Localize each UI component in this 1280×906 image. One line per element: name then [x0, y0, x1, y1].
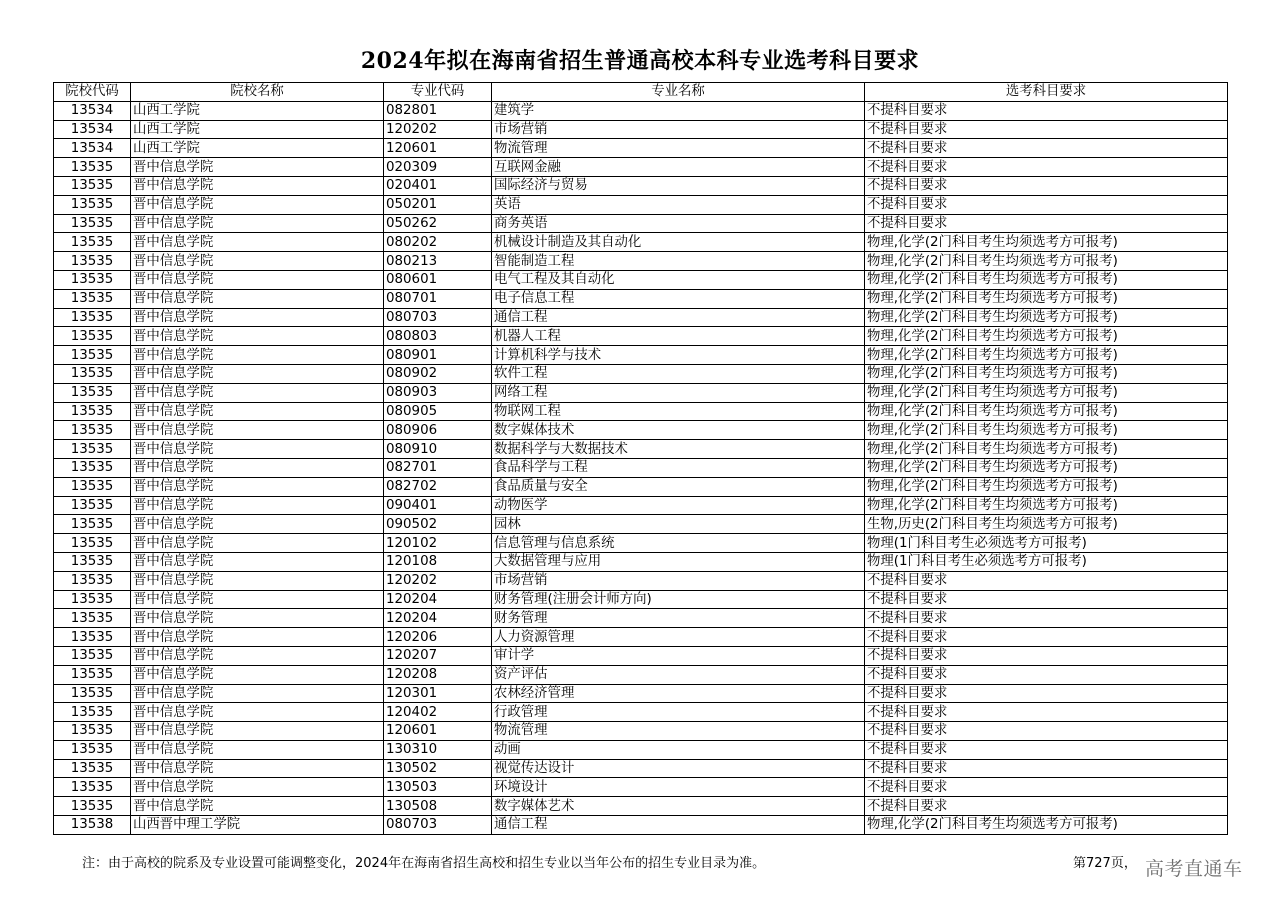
table-row	[54, 214, 1228, 233]
cell-major-name: 审计学	[492, 646, 865, 665]
table-row	[54, 496, 1228, 515]
cell-subject-requirement: 不提科目要求	[865, 646, 1228, 665]
table-row	[54, 684, 1228, 703]
cell-school-code: 13535	[54, 327, 131, 346]
table-row	[54, 289, 1228, 308]
cell-major-name: 财务管理(注册会计师方向)	[492, 590, 865, 609]
cell-school-name: 山西工学院	[131, 101, 384, 120]
cell-school-code: 13535	[54, 458, 131, 477]
cell-major-code: 120108	[384, 552, 492, 571]
cell-major-name: 通信工程	[492, 308, 865, 327]
cell-major-code: 120204	[384, 590, 492, 609]
cell-school-code: 13535	[54, 684, 131, 703]
cell-major-code: 020401	[384, 176, 492, 195]
cell-school-name: 晋中信息学院	[131, 158, 384, 177]
cell-school-code: 13535	[54, 571, 131, 590]
table-row	[54, 458, 1228, 477]
requirements-table	[53, 82, 1228, 835]
cell-major-code: 080202	[384, 233, 492, 252]
cell-school-name: 晋中信息学院	[131, 233, 384, 252]
table-row	[54, 703, 1228, 722]
cell-subject-requirement: 物理,化学(2门科目考生均须选考方可报考)	[865, 346, 1228, 365]
cell-school-code: 13535	[54, 383, 131, 402]
cell-major-code: 120204	[384, 609, 492, 628]
cell-school-name: 晋中信息学院	[131, 346, 384, 365]
cell-school-code: 13535	[54, 252, 131, 271]
cell-subject-requirement: 物理,化学(2门科目考生均须选考方可报考)	[865, 289, 1228, 308]
cell-major-code: 080803	[384, 327, 492, 346]
cell-school-code: 13535	[54, 703, 131, 722]
cell-major-code: 080905	[384, 402, 492, 421]
cell-major-name: 物联网工程	[492, 402, 865, 421]
cell-major-code: 080903	[384, 383, 492, 402]
cell-school-name: 晋中信息学院	[131, 646, 384, 665]
cell-subject-requirement: 不提科目要求	[865, 778, 1228, 797]
cell-major-name: 软件工程	[492, 364, 865, 383]
cell-school-code: 13534	[54, 120, 131, 139]
cell-subject-requirement: 不提科目要求	[865, 176, 1228, 195]
cell-subject-requirement: 不提科目要求	[865, 684, 1228, 703]
cell-major-code: 080601	[384, 270, 492, 289]
table-row	[54, 421, 1228, 440]
table-row	[54, 308, 1228, 327]
cell-subject-requirement: 不提科目要求	[865, 740, 1228, 759]
table-row	[54, 628, 1228, 647]
cell-major-code: 120601	[384, 722, 492, 741]
cell-school-code: 13535	[54, 665, 131, 684]
cell-school-code: 13535	[54, 477, 131, 496]
cell-school-code: 13535	[54, 233, 131, 252]
cell-school-code: 13535	[54, 346, 131, 365]
cell-major-code: 120601	[384, 139, 492, 158]
table-row	[54, 759, 1228, 778]
cell-school-name: 晋中信息学院	[131, 364, 384, 383]
cell-school-code: 13535	[54, 515, 131, 534]
cell-major-code: 080910	[384, 440, 492, 459]
cell-major-name: 视觉传达设计	[492, 759, 865, 778]
cell-school-name: 晋中信息学院	[131, 270, 384, 289]
cell-major-name: 互联网金融	[492, 158, 865, 177]
cell-subject-requirement: 物理(1门科目考生必须选考方可报考)	[865, 552, 1228, 571]
cell-school-name: 晋中信息学院	[131, 440, 384, 459]
cell-school-code: 13535	[54, 797, 131, 816]
cell-school-name: 山西工学院	[131, 120, 384, 139]
cell-major-code: 130508	[384, 797, 492, 816]
cell-school-name: 晋中信息学院	[131, 402, 384, 421]
table-row	[54, 402, 1228, 421]
cell-school-name: 晋中信息学院	[131, 496, 384, 515]
cell-major-name: 建筑学	[492, 101, 865, 120]
cell-school-code: 13535	[54, 646, 131, 665]
cell-major-code: 050201	[384, 195, 492, 214]
cell-school-name: 晋中信息学院	[131, 684, 384, 703]
cell-subject-requirement: 物理,化学(2门科目考生均须选考方可报考)	[865, 364, 1228, 383]
cell-major-code: 120208	[384, 665, 492, 684]
cell-school-code: 13535	[54, 552, 131, 571]
cell-school-name: 晋中信息学院	[131, 327, 384, 346]
cell-major-name: 计算机科学与技术	[492, 346, 865, 365]
cell-school-code: 13535	[54, 176, 131, 195]
cell-subject-requirement: 物理,化学(2门科目考生均须选考方可报考)	[865, 308, 1228, 327]
cell-subject-requirement: 不提科目要求	[865, 195, 1228, 214]
cell-major-name: 机器人工程	[492, 327, 865, 346]
cell-major-name: 物流管理	[492, 722, 865, 741]
cell-school-code: 13538	[54, 816, 131, 835]
cell-major-code: 120301	[384, 684, 492, 703]
cell-subject-requirement: 物理,化学(2门科目考生均须选考方可报考)	[865, 270, 1228, 289]
cell-school-name: 晋中信息学院	[131, 740, 384, 759]
cell-subject-requirement: 不提科目要求	[865, 609, 1228, 628]
table-row	[54, 515, 1228, 534]
cell-school-name: 晋中信息学院	[131, 383, 384, 402]
cell-school-code: 13535	[54, 778, 131, 797]
cell-major-name: 市场营销	[492, 120, 865, 139]
cell-school-name: 晋中信息学院	[131, 515, 384, 534]
header-school-name: 院校名称	[131, 83, 384, 102]
cell-subject-requirement: 不提科目要求	[865, 797, 1228, 816]
cell-school-code: 13535	[54, 308, 131, 327]
table-header-row	[54, 83, 1228, 102]
cell-major-name: 网络工程	[492, 383, 865, 402]
cell-subject-requirement: 物理,化学(2门科目考生均须选考方可报考)	[865, 816, 1228, 835]
cell-major-name: 资产评估	[492, 665, 865, 684]
cell-subject-requirement: 物理,化学(2门科目考生均须选考方可报考)	[865, 233, 1228, 252]
cell-school-name: 晋中信息学院	[131, 722, 384, 741]
cell-major-name: 数字媒体技术	[492, 421, 865, 440]
cell-school-code: 13535	[54, 609, 131, 628]
cell-school-name: 晋中信息学院	[131, 759, 384, 778]
table-row	[54, 101, 1228, 120]
cell-major-code: 120402	[384, 703, 492, 722]
cell-major-code: 080213	[384, 252, 492, 271]
cell-subject-requirement: 不提科目要求	[865, 703, 1228, 722]
table-row	[54, 139, 1228, 158]
cell-subject-requirement: 物理,化学(2门科目考生均须选考方可报考)	[865, 458, 1228, 477]
cell-subject-requirement: 不提科目要求	[865, 214, 1228, 233]
cell-school-code: 13535	[54, 402, 131, 421]
cell-school-name: 晋中信息学院	[131, 552, 384, 571]
cell-major-name: 人力资源管理	[492, 628, 865, 647]
cell-major-code: 120206	[384, 628, 492, 647]
cell-major-code: 020309	[384, 158, 492, 177]
table-row	[54, 252, 1228, 271]
cell-major-name: 机械设计制造及其自动化	[492, 233, 865, 252]
cell-school-name: 晋中信息学院	[131, 797, 384, 816]
cell-school-code: 13535	[54, 270, 131, 289]
cell-major-code: 090401	[384, 496, 492, 515]
cell-major-name: 行政管理	[492, 703, 865, 722]
cell-school-name: 晋中信息学院	[131, 308, 384, 327]
table-row	[54, 816, 1228, 835]
cell-subject-requirement: 物理,化学(2门科目考生均须选考方可报考)	[865, 402, 1228, 421]
cell-subject-requirement: 不提科目要求	[865, 101, 1228, 120]
header-school-code: 院校代码	[54, 83, 131, 102]
cell-school-code: 13535	[54, 214, 131, 233]
cell-major-name: 农林经济管理	[492, 684, 865, 703]
table-row	[54, 120, 1228, 139]
cell-school-name: 山西晋中理工学院	[131, 816, 384, 835]
cell-school-code: 13535	[54, 195, 131, 214]
cell-school-name: 山西工学院	[131, 139, 384, 158]
cell-school-name: 晋中信息学院	[131, 421, 384, 440]
cell-major-name: 智能制造工程	[492, 252, 865, 271]
cell-school-code: 13535	[54, 158, 131, 177]
table-row	[54, 176, 1228, 195]
cell-major-name: 财务管理	[492, 609, 865, 628]
cell-major-name: 大数据管理与应用	[492, 552, 865, 571]
cell-subject-requirement: 不提科目要求	[865, 158, 1228, 177]
cell-major-name: 物流管理	[492, 139, 865, 158]
cell-school-name: 晋中信息学院	[131, 458, 384, 477]
cell-school-code: 13534	[54, 101, 131, 120]
cell-major-code: 080701	[384, 289, 492, 308]
table-row	[54, 778, 1228, 797]
page-number: 第727页，	[1073, 856, 1137, 871]
footnote: 注：由于高校的院系及专业设置可能调整变化，2024年在海南省招生高校和招生专业以当年公布的招生专业目录为准。	[82, 856, 766, 871]
cell-subject-requirement: 物理,化学(2门科目考生均须选考方可报考)	[865, 421, 1228, 440]
cell-major-code: 080703	[384, 308, 492, 327]
cell-subject-requirement: 不提科目要求	[865, 590, 1228, 609]
cell-subject-requirement: 不提科目要求	[865, 628, 1228, 647]
cell-major-code: 130502	[384, 759, 492, 778]
table-row	[54, 665, 1228, 684]
cell-major-name: 食品质量与安全	[492, 477, 865, 496]
cell-school-name: 晋中信息学院	[131, 176, 384, 195]
cell-school-name: 晋中信息学院	[131, 477, 384, 496]
cell-major-code: 050262	[384, 214, 492, 233]
cell-major-name: 数字媒体艺术	[492, 797, 865, 816]
cell-school-code: 13535	[54, 440, 131, 459]
table-row	[54, 346, 1228, 365]
cell-major-code: 082801	[384, 101, 492, 120]
cell-school-code: 13535	[54, 496, 131, 515]
cell-subject-requirement: 物理(1门科目考生必须选考方可报考)	[865, 534, 1228, 553]
table-row	[54, 609, 1228, 628]
cell-subject-requirement: 生物,历史(2门科目考生均须选考方可报考)	[865, 515, 1228, 534]
cell-major-code: 080906	[384, 421, 492, 440]
cell-subject-requirement: 不提科目要求	[865, 120, 1228, 139]
cell-major-code: 130310	[384, 740, 492, 759]
table-row	[54, 364, 1228, 383]
cell-subject-requirement: 物理,化学(2门科目考生均须选考方可报考)	[865, 383, 1228, 402]
cell-subject-requirement: 物理,化学(2门科目考生均须选考方可报考)	[865, 477, 1228, 496]
cell-school-code: 13535	[54, 740, 131, 759]
cell-school-code: 13535	[54, 722, 131, 741]
table-row	[54, 722, 1228, 741]
table-row	[54, 797, 1228, 816]
cell-subject-requirement: 不提科目要求	[865, 665, 1228, 684]
table-row	[54, 740, 1228, 759]
table-row	[54, 270, 1228, 289]
table-row	[54, 552, 1228, 571]
cell-school-code: 13535	[54, 628, 131, 647]
cell-school-code: 13535	[54, 364, 131, 383]
watermark-text: 高考直通车	[1145, 858, 1243, 880]
cell-major-name: 动物医学	[492, 496, 865, 515]
cell-major-name: 动画	[492, 740, 865, 759]
header-major-name: 专业名称	[492, 83, 865, 102]
cell-major-code: 120102	[384, 534, 492, 553]
cell-major-name: 数据科学与大数据技术	[492, 440, 865, 459]
cell-school-name: 晋中信息学院	[131, 703, 384, 722]
cell-major-code: 130503	[384, 778, 492, 797]
page-title: 2024年拟在海南省招生普通高校本科专业选考科目要求	[360, 48, 920, 74]
table-row	[54, 383, 1228, 402]
table-body	[54, 101, 1228, 834]
cell-school-name: 晋中信息学院	[131, 289, 384, 308]
cell-school-name: 晋中信息学院	[131, 628, 384, 647]
cell-school-name: 晋中信息学院	[131, 609, 384, 628]
cell-subject-requirement: 不提科目要求	[865, 139, 1228, 158]
cell-school-name: 晋中信息学院	[131, 590, 384, 609]
cell-school-code: 13535	[54, 590, 131, 609]
cell-school-name: 晋中信息学院	[131, 571, 384, 590]
cell-subject-requirement: 物理,化学(2门科目考生均须选考方可报考)	[865, 252, 1228, 271]
cell-major-code: 090502	[384, 515, 492, 534]
cell-major-name: 英语	[492, 195, 865, 214]
cell-major-name: 通信工程	[492, 816, 865, 835]
table-row	[54, 327, 1228, 346]
table-row	[54, 477, 1228, 496]
cell-school-code: 13535	[54, 421, 131, 440]
table-row	[54, 158, 1228, 177]
cell-subject-requirement: 物理,化学(2门科目考生均须选考方可报考)	[865, 496, 1228, 515]
cell-subject-requirement: 不提科目要求	[865, 759, 1228, 778]
cell-subject-requirement: 物理,化学(2门科目考生均须选考方可报考)	[865, 440, 1228, 459]
cell-major-code: 080703	[384, 816, 492, 835]
cell-school-name: 晋中信息学院	[131, 214, 384, 233]
cell-subject-requirement: 不提科目要求	[865, 722, 1228, 741]
cell-major-code: 120202	[384, 120, 492, 139]
table-row	[54, 534, 1228, 553]
cell-major-code: 080901	[384, 346, 492, 365]
table-row	[54, 440, 1228, 459]
cell-major-name: 商务英语	[492, 214, 865, 233]
cell-major-code: 120207	[384, 646, 492, 665]
cell-school-code: 13535	[54, 289, 131, 308]
cell-school-code: 13535	[54, 759, 131, 778]
cell-school-name: 晋中信息学院	[131, 778, 384, 797]
cell-school-code: 13535	[54, 534, 131, 553]
table-row	[54, 195, 1228, 214]
cell-major-code: 082701	[384, 458, 492, 477]
table-row	[54, 233, 1228, 252]
table-row	[54, 590, 1228, 609]
cell-school-name: 晋中信息学院	[131, 195, 384, 214]
cell-major-code: 120202	[384, 571, 492, 590]
cell-major-name: 园林	[492, 515, 865, 534]
cell-major-name: 电子信息工程	[492, 289, 865, 308]
header-major-code: 专业代码	[384, 83, 492, 102]
cell-school-name: 晋中信息学院	[131, 665, 384, 684]
cell-major-code: 082702	[384, 477, 492, 496]
cell-major-name: 市场营销	[492, 571, 865, 590]
cell-school-name: 晋中信息学院	[131, 534, 384, 553]
cell-major-code: 080902	[384, 364, 492, 383]
cell-subject-requirement: 不提科目要求	[865, 571, 1228, 590]
cell-major-name: 食品科学与工程	[492, 458, 865, 477]
header-subject-requirement: 选考科目要求	[865, 83, 1228, 102]
table-row	[54, 646, 1228, 665]
cell-major-name: 信息管理与信息系统	[492, 534, 865, 553]
table-row	[54, 571, 1228, 590]
cell-school-name: 晋中信息学院	[131, 252, 384, 271]
cell-major-name: 环境设计	[492, 778, 865, 797]
cell-school-code: 13534	[54, 139, 131, 158]
cell-major-name: 电气工程及其自动化	[492, 270, 865, 289]
cell-major-name: 国际经济与贸易	[492, 176, 865, 195]
cell-subject-requirement: 物理,化学(2门科目考生均须选考方可报考)	[865, 327, 1228, 346]
